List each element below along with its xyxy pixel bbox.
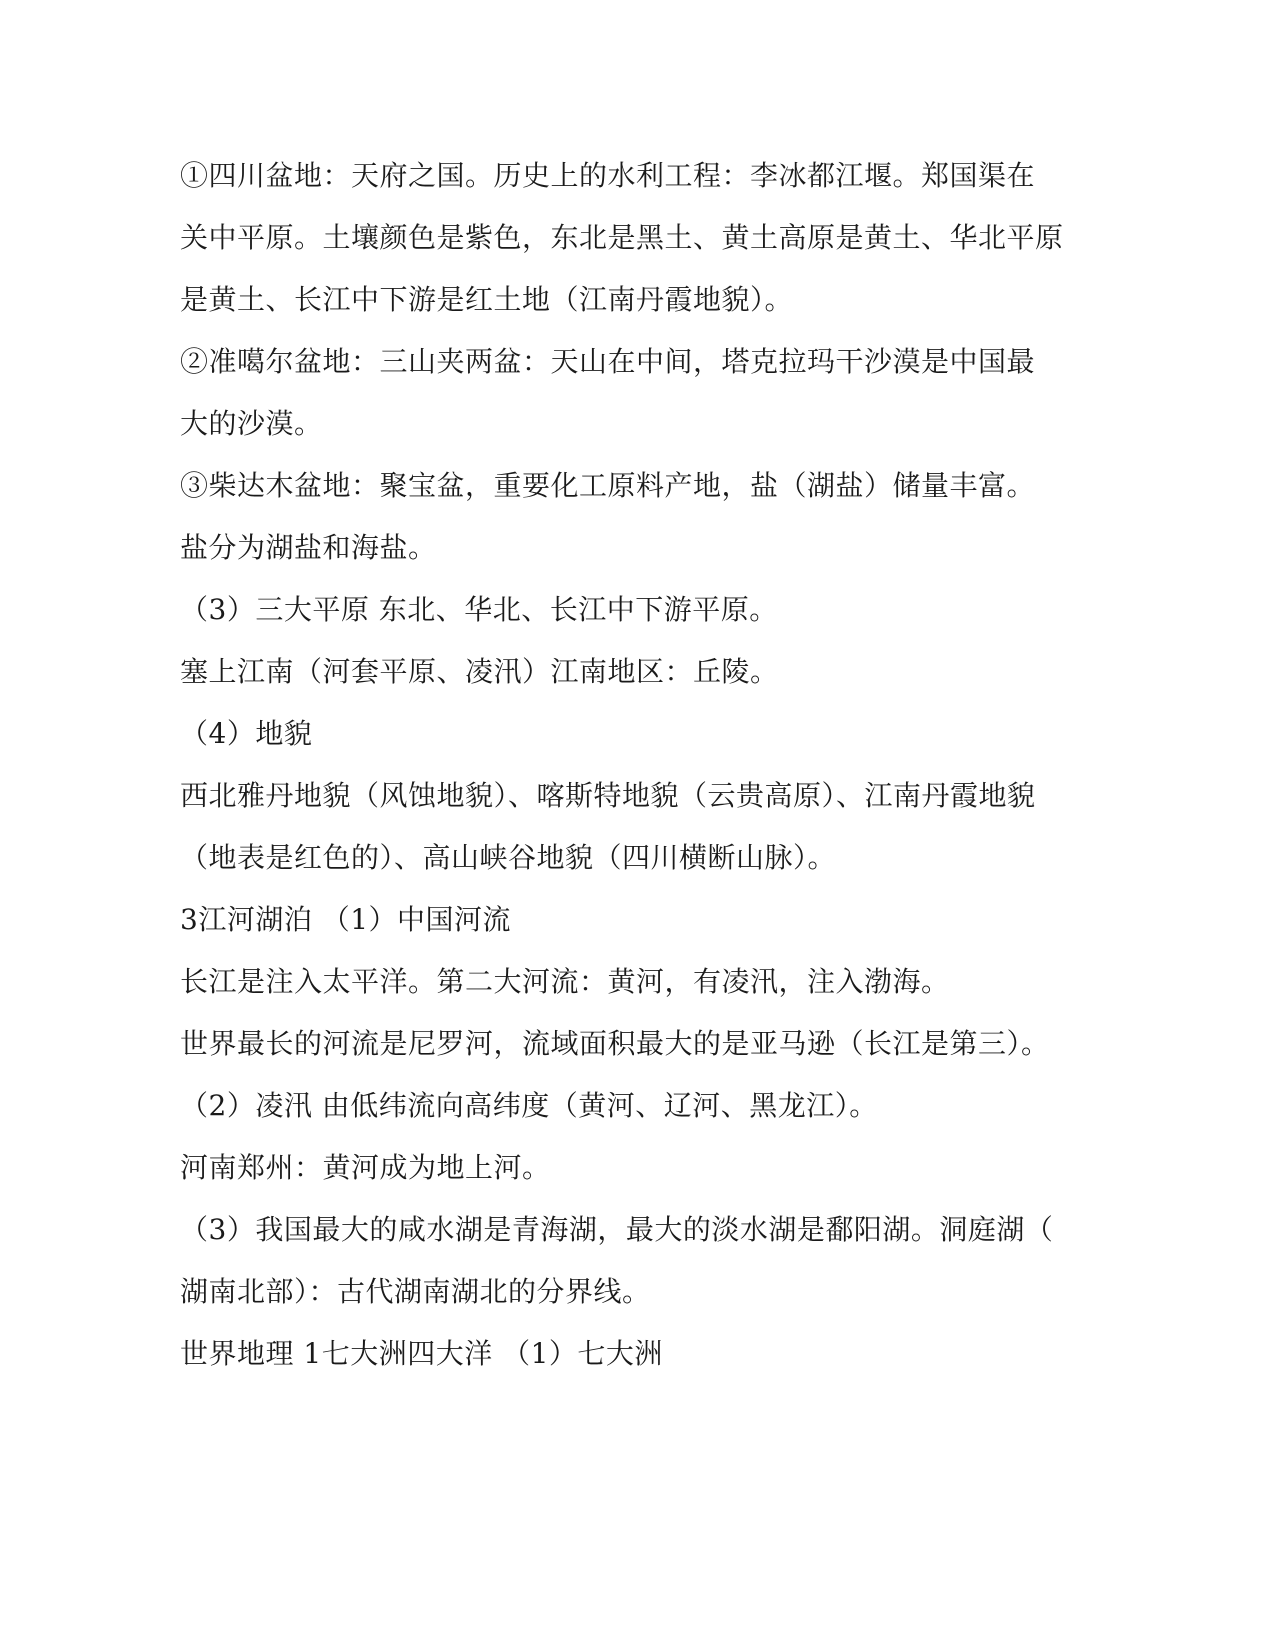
section-heading: （3）三大平原 东北、华北、长江中下游平原。 [180, 593, 778, 626]
text-line: 西北雅丹地貌（风蚀地貌）、喀斯特地貌（云贵高原）、江南丹霞地貌 [180, 779, 1036, 812]
section-heading: （2）凌汛 由低纬流向高纬度（黄河、辽河、黑龙江）。 [180, 1089, 878, 1122]
text-line: 大的沙漠。 [180, 407, 323, 440]
text-line: 关中平原。土壤颜色是紫色，东北是黑土、黄土高原是黄土、华北平原 [180, 221, 1064, 254]
text-line: 盐分为湖盐和海盐。 [180, 531, 437, 564]
section-heading: （3）我国最大的咸水湖是青海湖，最大的淡水湖是鄱阳湖。洞庭湖（ [180, 1213, 1054, 1246]
text-line: （地表是红色的）、高山峡谷地貌（四川横断山脉）。 [180, 841, 837, 874]
text-line: 是黄土、长江中下游是红土地（江南丹霞地貌）。 [180, 283, 794, 316]
section-heading: 3江河湖泊 （1）中国河流 [180, 903, 512, 936]
text-line: 长江是注入太平洋。第二大河流：黄河，有凌汛，注入渤海。 [180, 965, 950, 998]
text-line: 世界最长的河流是尼罗河，流域面积最大的是亚马逊（长江是第三）。 [180, 1027, 1050, 1060]
text-line: ①四川盆地：天府之国。历史上的水利工程：李冰都江堰。郑国渠在 [180, 159, 1036, 192]
text-line: ③柴达木盆地：聚宝盆，重要化工原料产地，盐（湖盐）储量丰富。 [180, 469, 1036, 502]
text-line: 湖南北部）：古代湖南湖北的分界线。 [180, 1275, 651, 1308]
section-heading: （4）地貌 [180, 717, 313, 750]
text-line: 河南郑州：黄河成为地上河。 [180, 1151, 551, 1184]
section-heading: 世界地理 1七大洲四大洋 （1）七大洲 [180, 1337, 663, 1370]
text-line: 塞上江南（河套平原、凌汛）江南地区：丘陵。 [180, 655, 779, 688]
text-line: ②准噶尔盆地：三山夹两盆：天山在中间，塔克拉玛干沙漠是中国最 [180, 345, 1036, 378]
